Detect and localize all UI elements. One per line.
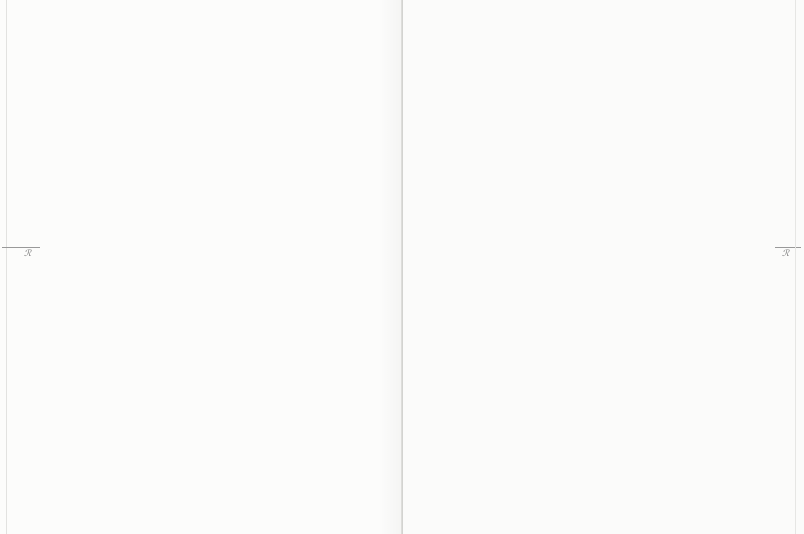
ornament-icon: ℛ xyxy=(24,249,32,259)
side-rule xyxy=(775,247,801,248)
ornament-icon: ℛ xyxy=(782,249,790,259)
page-edge xyxy=(795,0,796,534)
right-page xyxy=(403,0,804,534)
side-rule xyxy=(2,247,40,248)
spine-shadow xyxy=(380,0,402,534)
page-edge xyxy=(6,0,7,534)
